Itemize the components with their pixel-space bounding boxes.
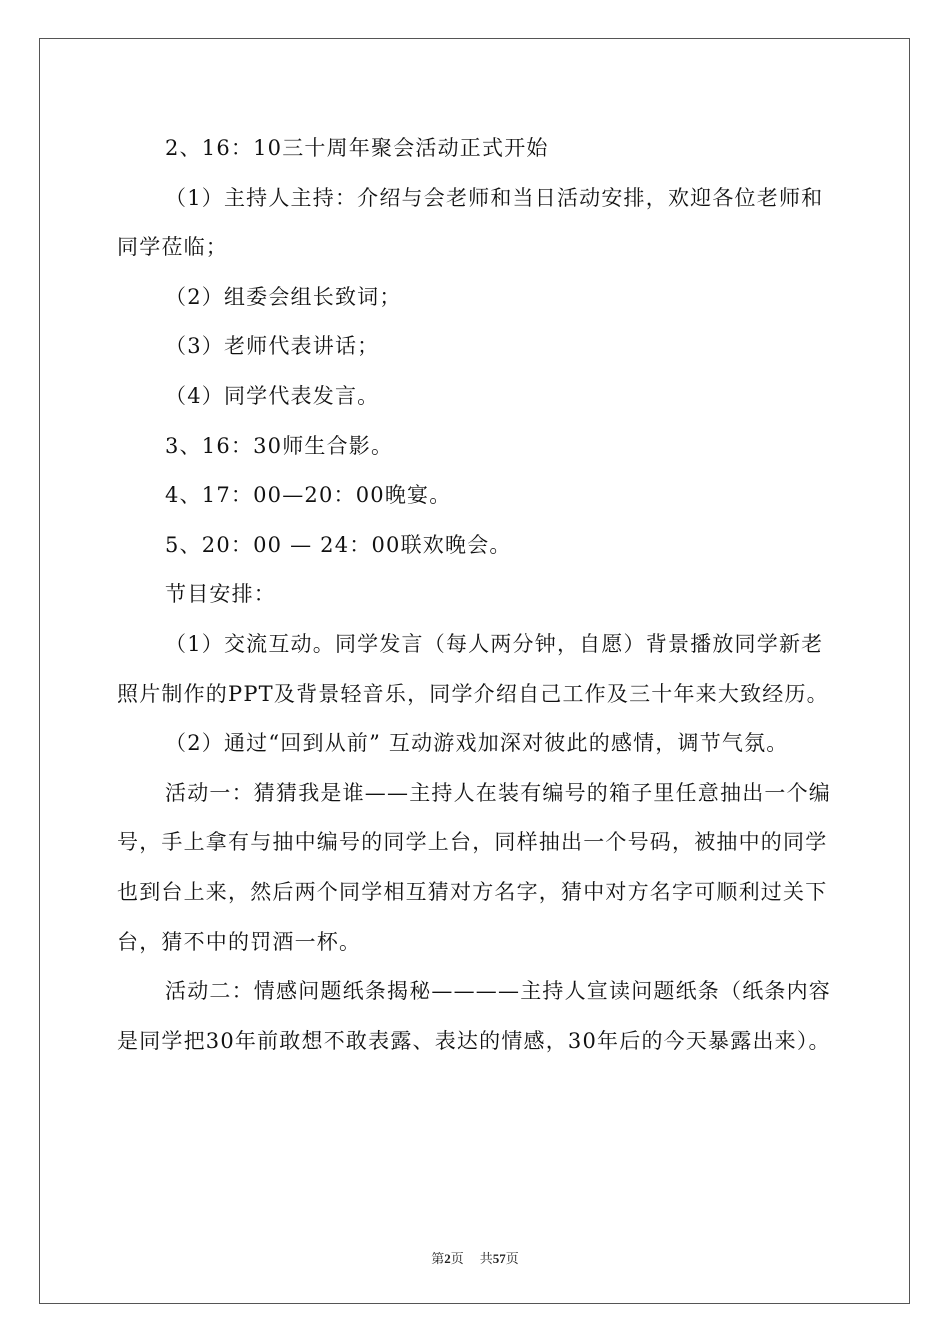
- page-suffix: 页: [450, 1251, 464, 1266]
- document-body: [117, 124, 839, 1066]
- paragraph-13: 活动二：情感问题纸条揭秘————主持人宣读问题纸条（纸条内容是同学把30年前敢想不敢表露、表达的情感，30年后的今天暴露出来）。: [117, 979, 831, 1053]
- paragraph-2: （1）主持人主持：介绍与会老师和当日活动安排，欢迎各位老师和同学莅临；: [117, 185, 824, 260]
- paragraph-1: 2、16：10三十周年聚会活动正式开始: [165, 136, 549, 160]
- paragraph-10: （1）交流互动。同学发言（每人两分钟，自愿）背景播放同学新老照片制作的PPT及背景轻音乐，同学介绍自己工作及三十年来大致经历。: [117, 631, 829, 706]
- paragraph-5: （4）同学代表发言。: [165, 383, 380, 408]
- total-pages: 57: [492, 1251, 506, 1266]
- paragraph-7: 4、17：00—20：00晚宴。: [165, 483, 452, 508]
- page-footer: [0, 1248, 950, 1267]
- paragraph-6: 3、16：30师生合影。: [165, 433, 394, 458]
- total-prefix: 共: [479, 1251, 493, 1266]
- paragraph-11: （2）通过“回到从前” 互动游戏加深对彼此的感情，调节气氛。: [165, 731, 789, 756]
- page-prefix: 第: [431, 1251, 445, 1266]
- paragraph-4: （3）老师代表讲话；: [165, 334, 380, 359]
- total-suffix: 页: [505, 1251, 519, 1266]
- paragraph-9: 节目安排：: [165, 582, 276, 607]
- page-number: 2: [444, 1251, 451, 1266]
- paragraph-12: 活动一：猜猜我是谁——主持人在装有编号的箱子里任意抽出一个编号，手上拿有与抽中编号的同学上台，同样抽出一个号码，被抽中的同学也到台上来，然后两个同学相互猜对方名字，猜中对方名字可顺利过关下台，猜不中的罚酒一杯。: [117, 780, 831, 954]
- paragraph-8: 5、20：00 — 24：00联欢晚会。: [165, 532, 512, 557]
- paragraph-3: （2）组委会组长致词；: [165, 284, 402, 309]
